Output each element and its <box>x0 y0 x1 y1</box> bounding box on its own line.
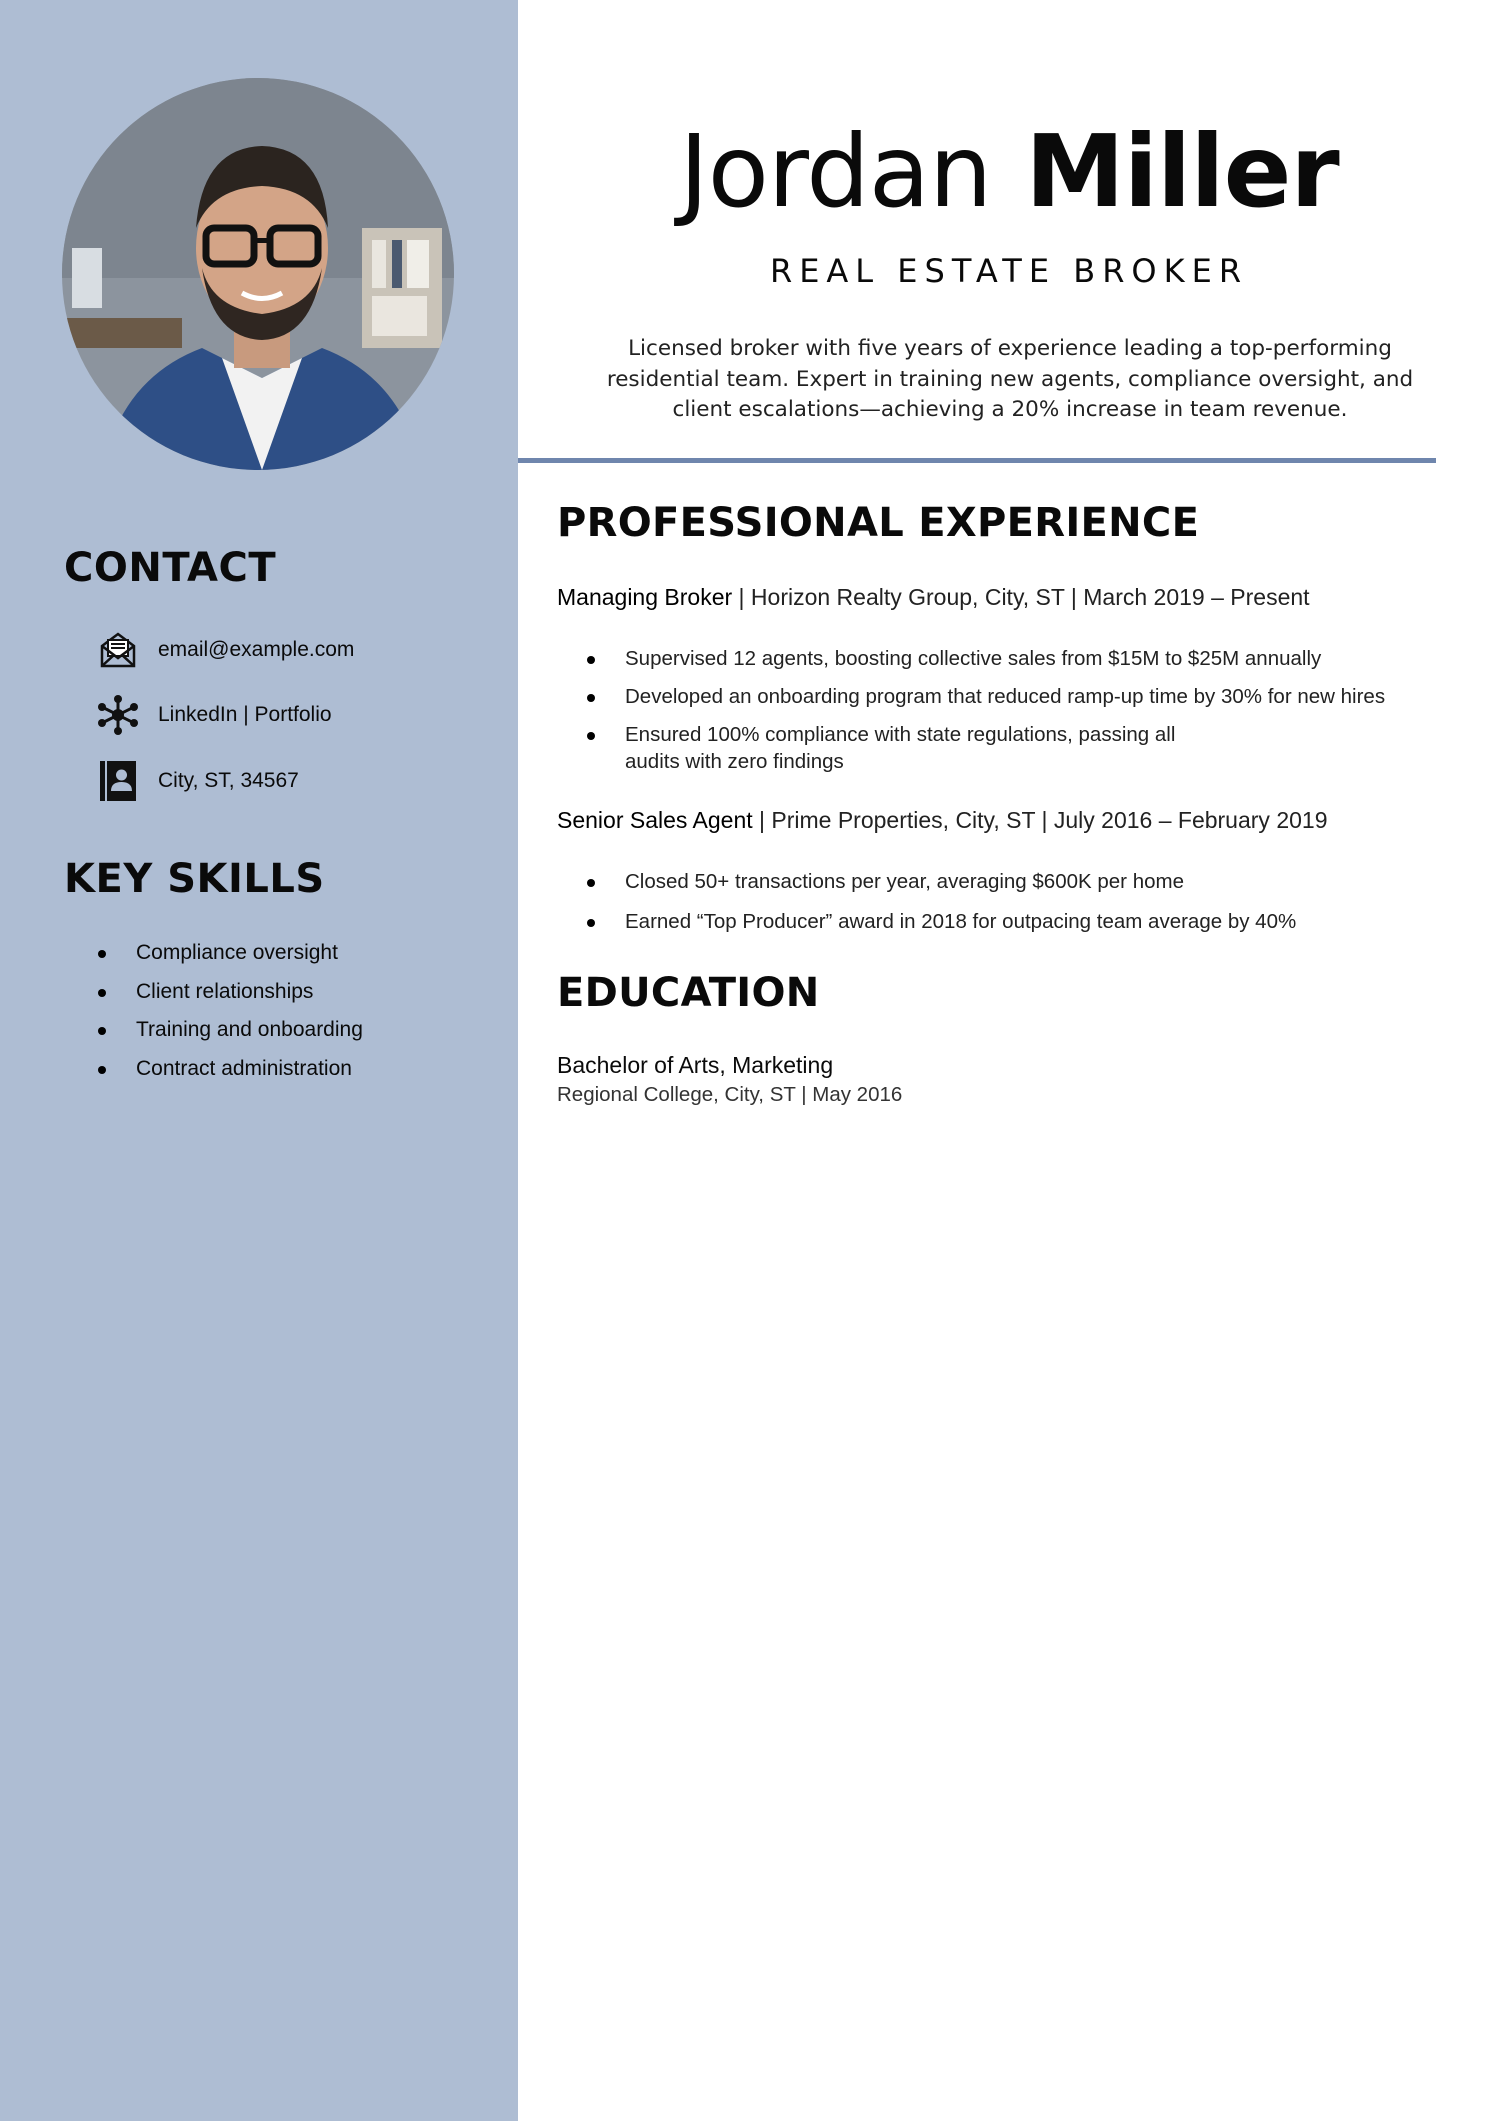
profile-photo <box>62 78 454 470</box>
job-details: | Horizon Realty Group, City, ST | March 2019 – Present <box>732 584 1310 610</box>
key-skills-heading: KEY SKILLS <box>64 856 325 902</box>
contact-email <box>96 628 354 672</box>
contact-links <box>96 693 332 737</box>
profile-summary: Licensed broker with five years of experience leading a top-performing residential team. Expert in training new agents, compliance oversight, and client escalations—achieving a 20% increase in team revenue. <box>606 336 1414 422</box>
links-text: LinkedIn | Portfolio <box>158 703 332 726</box>
skills-list <box>96 938 363 1092</box>
skill-item: Training and onboarding <box>96 1015 363 1054</box>
email-text: email@example.com <box>158 638 355 661</box>
experience-heading: PROFESSIONAL EXPERIENCE <box>557 500 1200 546</box>
job-details: | Prime Properties, City, ST | July 2016 – February 2019 <box>752 807 1328 833</box>
bullet-item: Ensured 100% compliance with state regulations, passing all audits with zero findings <box>585 721 1185 775</box>
skill-item: Contract administration <box>96 1054 363 1093</box>
bullet-item: Supervised 12 agents, boosting collective sales from $15M to $25M annually <box>585 645 1480 672</box>
education-heading: EDUCATION <box>557 970 820 1016</box>
bullet-item: Closed 50+ transactions per year, averaging $600K per home <box>585 868 1480 895</box>
header-divider <box>518 458 1436 463</box>
address-book-icon <box>96 759 140 803</box>
bullet-item: Developed an onboarding program that reduced ramp-up time by 30% for new hires <box>585 683 1480 710</box>
job-bullets <box>585 645 1480 775</box>
candidate-name <box>518 112 1500 232</box>
job-title-line <box>557 584 1310 611</box>
network-icon <box>96 693 140 737</box>
contact-heading: CONTACT <box>64 545 277 591</box>
portrait-photo-icon <box>62 78 454 470</box>
bullet-item: Earned “Top Producer” award in 2018 for outpacing team average by 40% <box>585 908 1480 935</box>
job-role: Managing Broker <box>557 584 733 610</box>
contact-address <box>96 759 299 803</box>
education-school: Regional College, City, ST | May 2016 <box>557 1083 903 1106</box>
job-role: Senior Sales Agent <box>557 807 753 833</box>
first-name: Jordan <box>679 113 992 230</box>
job-title: REAL ESTATE BROKER <box>769 252 1249 290</box>
sidebar <box>0 0 518 2121</box>
address-text: City, ST, 34567 <box>158 769 299 792</box>
skill-item: Compliance oversight <box>96 938 363 977</box>
email-icon <box>96 628 140 672</box>
job-bullets <box>585 868 1480 935</box>
education-degree: Bachelor of Arts, Marketing <box>557 1052 834 1078</box>
skill-item: Client relationships <box>96 977 363 1016</box>
job-title-line <box>557 807 1327 834</box>
last-name: Miller <box>1025 113 1339 230</box>
